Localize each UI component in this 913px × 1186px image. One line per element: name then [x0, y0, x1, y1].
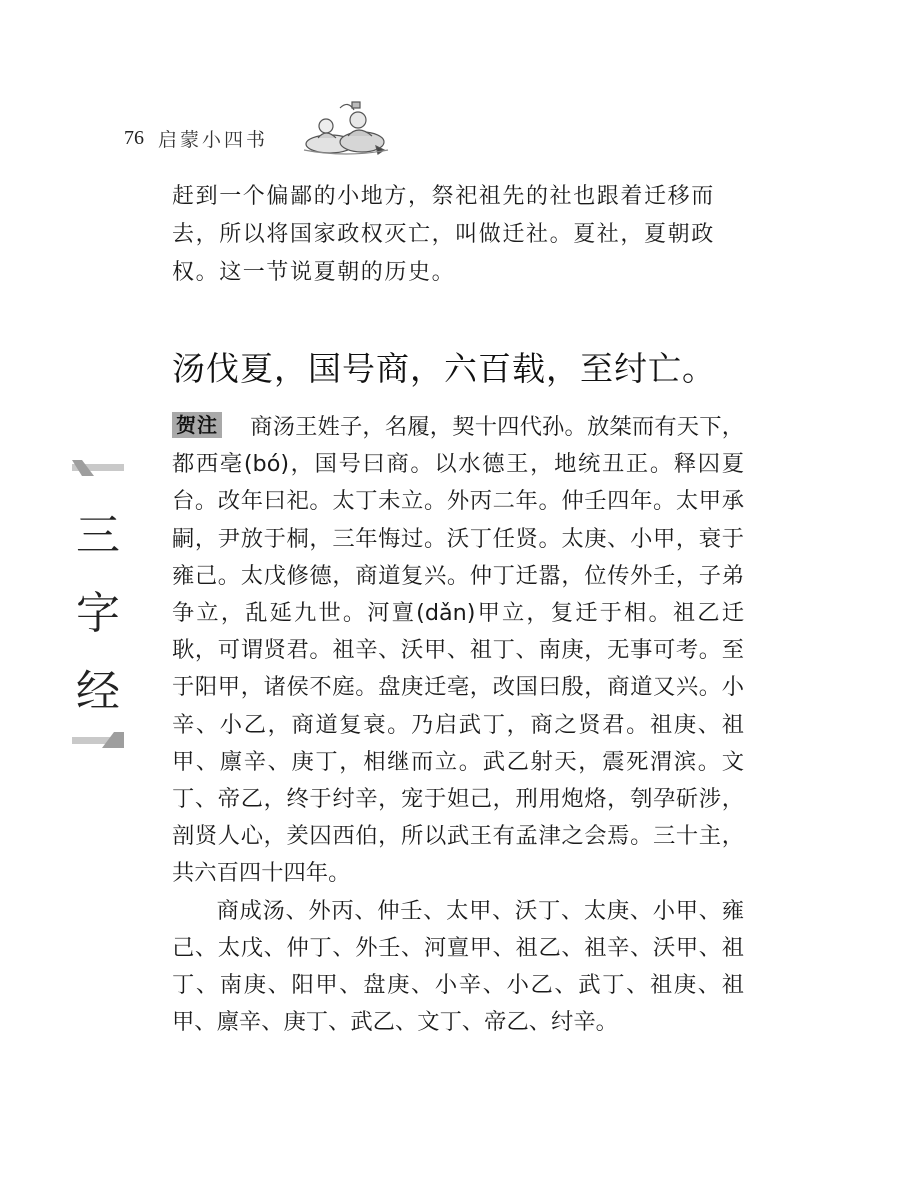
commentary-paragraph — [172, 409, 744, 893]
intro-text: 赶到一个偏鄙的小地方，祭祀祖先的社也跟着迁移而去，所以将国家政权灭亡，叫做迁社。夏社，夏朝政权。这一节说夏朝的历史。 — [172, 184, 715, 285]
commentary-paragraph: 商成汤、外丙、仲壬、太甲、沃丁、太庚、小甲、雍己、太戊、仲丁、外壬、河亶甲、祖乙、祖辛、沃甲、祖丁、南庚、阳甲、盘庚、小辛、小乙、武丁、祖庚、祖甲、廪辛、庚丁、武乙、文丁、帝乙、纣辛。 — [172, 897, 744, 1036]
scholars-illustration-icon — [300, 98, 392, 158]
side-title-char: 三 — [76, 510, 120, 561]
side-title — [70, 460, 126, 768]
commentary-tag: 贺注 — [172, 412, 222, 438]
side-title-bottom-bracket — [72, 732, 124, 748]
side-title-char: 字 — [76, 588, 120, 639]
side-title-top-bracket — [72, 460, 124, 476]
intro-paragraph — [172, 178, 752, 292]
page-number: 76 — [124, 126, 144, 149]
commentary-text: 商汤王姓子，名履，契十四代孙。放桀而有天下，都西亳(bó)，国号曰商。以水德王，地统丑正。释囚夏台。改年曰祀。太丁未立。外丙二年。仲壬四年。太甲承嗣，尹放于桐，三年悔过。沃丁任贤。太庚、小甲，衰于雍己。太戊修德，商道复兴。仲丁迁嚣，位传外壬，子弟争立，乱延九世。河亶(dǎn)甲立，复迁于相。祖乙迁耿，可谓贤君。祖辛、沃甲、祖丁、南庚，无事可考。至于阳甲，诸侯不庭。盘庚迁亳，改国曰殷，商道又兴。小辛、小乙，商道复衰。乃启武丁，商之贤君。祖庚、祖甲、廪辛、庚丁，相继而立。武乙射天，震死渭滨。文丁、帝乙，终于纣辛，宠于妲己，刑用炮烙，刳孕斫涉，剖贤人心，羑囚西伯，所以武王有孟津之会焉。三十主，共六百四十四年。 — [172, 414, 744, 887]
side-title-char: 经 — [76, 666, 120, 717]
verse-heading: 汤伐夏，国号商，六百载，至纣亡。 — [172, 349, 716, 388]
page-header — [124, 120, 268, 156]
commentary — [172, 409, 744, 1041]
book-title: 启蒙小四书 — [158, 128, 269, 151]
